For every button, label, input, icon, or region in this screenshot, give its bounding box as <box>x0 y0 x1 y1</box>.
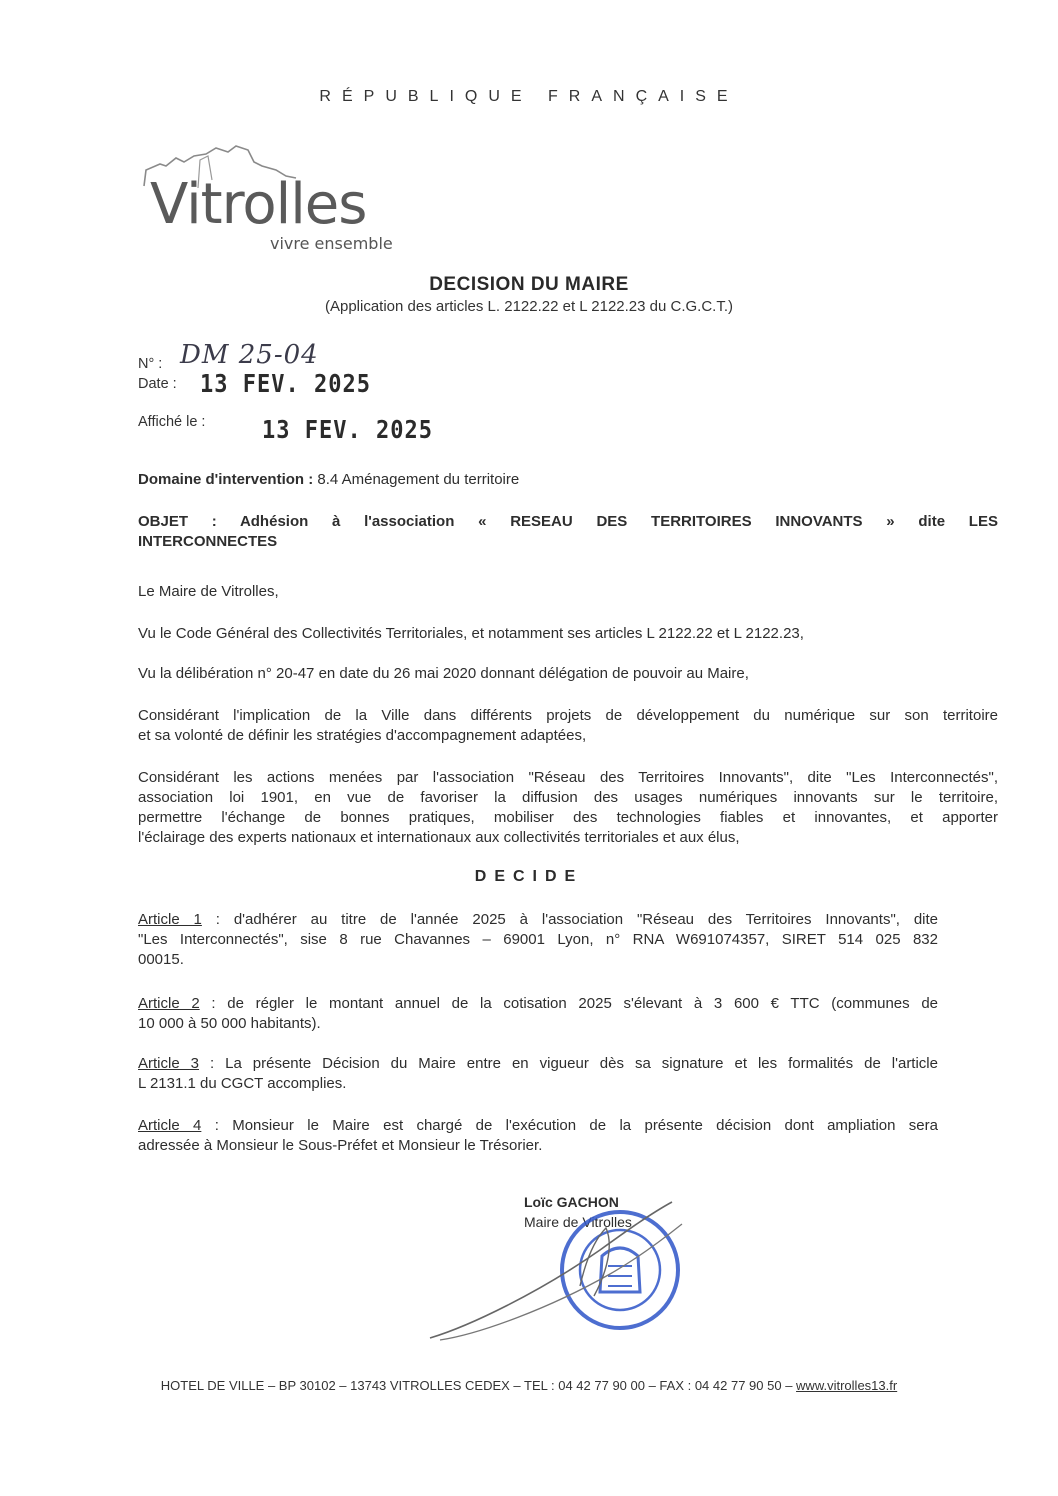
article-label: Article 2 <box>138 995 200 1012</box>
domaine-value: 8.4 Aménagement du territoire <box>317 471 520 488</box>
objet-second-line: INTERCONNECTES <box>138 533 278 550</box>
logo-wordmark: Vitrolles <box>150 172 367 237</box>
website-link[interactable]: www.vitrolles13.fr <box>796 1378 898 1393</box>
objet-label: OBJET : <box>138 513 217 530</box>
date-label: Date : <box>138 376 177 392</box>
considerant-2-line: Considérant les actions menées par l'association "Réseau des Territoires Innovants", dite "Les Interconnectés", <box>138 769 998 786</box>
signatory-role: Maire de Vitrolles <box>524 1214 632 1230</box>
article-text: : Monsieur le Maire est chargé de l'exécution de la présente décision dont ampliation sera <box>201 1117 938 1134</box>
domaine-label: Domaine d'intervention : <box>138 471 314 488</box>
republique-heading: RÉPUBLIQUE FRANÇAISE <box>319 88 739 105</box>
article-line <box>138 994 938 1014</box>
numero-value: DM 25-04 <box>180 340 319 370</box>
considerant-2 <box>138 768 998 848</box>
considerant-2-line: l'éclairage des experts nationaux et internationaux aux collectivités territoriales et aux élus, <box>138 829 740 846</box>
footer-address <box>0 1378 1058 1393</box>
considerant-2-line: association loi 1901, en vue de favoriser la diffusion des usages numériques innovants sur le territoire, <box>138 789 998 806</box>
article-line <box>138 1116 938 1136</box>
considerant-2-line: permettre l'échange de bonnes pratiques, mobiliser des technologies fiables et innovantes, et apporter <box>138 809 998 826</box>
considerant-1-line: et sa volonté de définir les stratégies d'accompagnement adaptées, <box>138 727 587 744</box>
objet-first-line <box>138 512 998 532</box>
considerant-1-line: Considérant l'implication de la Ville dans différents projets de développement du numérique sur son territoire <box>138 707 998 724</box>
opening-line: Le Maire de Vitrolles, <box>138 583 279 600</box>
article-3 <box>138 1054 938 1094</box>
decide-heading: DECIDE <box>474 868 584 885</box>
document-subtitle: (Application des articles L. 2122.22 et L 2122.23 du C.G.C.T.) <box>324 298 733 315</box>
article-line: adressée à Monsieur le Sous-Préfet et Monsieur le Trésorier. <box>138 1137 543 1154</box>
article-line: 00015. <box>138 951 184 968</box>
article-label: Article 3 <box>138 1055 199 1072</box>
stamp-icon <box>562 1212 678 1328</box>
vu-code-line: Vu le Code Général des Collectivités Territoriales, et notamment ses articles L 2122.22 et L 2122.23, <box>138 625 804 642</box>
signatory-name: Loïc GACHON <box>524 1194 619 1210</box>
official-stamp-and-signature <box>410 1200 710 1350</box>
article-line <box>138 910 938 930</box>
article-text: : d'adhérer au titre de l'année 2025 à l'association "Réseau des Territoires Innovants", dite <box>201 911 938 928</box>
vu-deliberation-line: Vu la délibération n° 20-47 en date du 26 mai 2020 donnant délégation de pouvoir au Maire, <box>138 665 749 682</box>
handwritten-signature-icon <box>430 1202 682 1340</box>
article-text: : de régler le montant annuel de la cotisation 2025 s'élevant à 3 600 € TTC (communes de <box>199 995 939 1012</box>
logo-tagline: vivre ensemble <box>270 234 393 253</box>
article-line: "Les Interconnectés", sise 8 rue Chavannes – 69001 Lyon, n° RNA W691074357, SIRET 514 025 832 <box>138 931 938 948</box>
article-1 <box>138 910 938 970</box>
article-line: L 2131.1 du CGCT accomplies. <box>138 1075 347 1092</box>
vitrolles-logo <box>136 140 426 260</box>
footer-contact: HOTEL DE VILLE – BP 30102 – 13743 VITROLLES CEDEX – TEL : 04 42 77 90 00 – FAX : 04 42 77 90 50 – <box>160 1378 797 1393</box>
numero-label: N° : <box>138 356 163 372</box>
considerant-1 <box>138 706 998 746</box>
article-4 <box>138 1116 938 1156</box>
objet-line <box>138 512 998 552</box>
article-text: : La présente Décision du Maire entre en vigueur dès sa signature et les formalités de l'article <box>199 1055 938 1072</box>
article-2 <box>138 994 938 1034</box>
affiche-label: Affiché le : <box>138 414 206 430</box>
affiche-stamp: 13 FEV. 2025 <box>262 416 433 445</box>
article-label: Article 1 <box>138 911 202 928</box>
date-stamp: 13 FEV. 2025 <box>200 370 371 399</box>
objet-text: Adhésion à l'association « RESEAU DES TERRITOIRES INNOVANTS » dite LES <box>239 513 998 530</box>
article-line <box>138 1054 938 1074</box>
article-line: 10 000 à 50 000 habitants). <box>138 1015 321 1032</box>
document-title: DECISION DU MAIRE <box>429 274 629 295</box>
article-label: Article 4 <box>138 1117 202 1134</box>
domaine-line <box>138 470 918 490</box>
